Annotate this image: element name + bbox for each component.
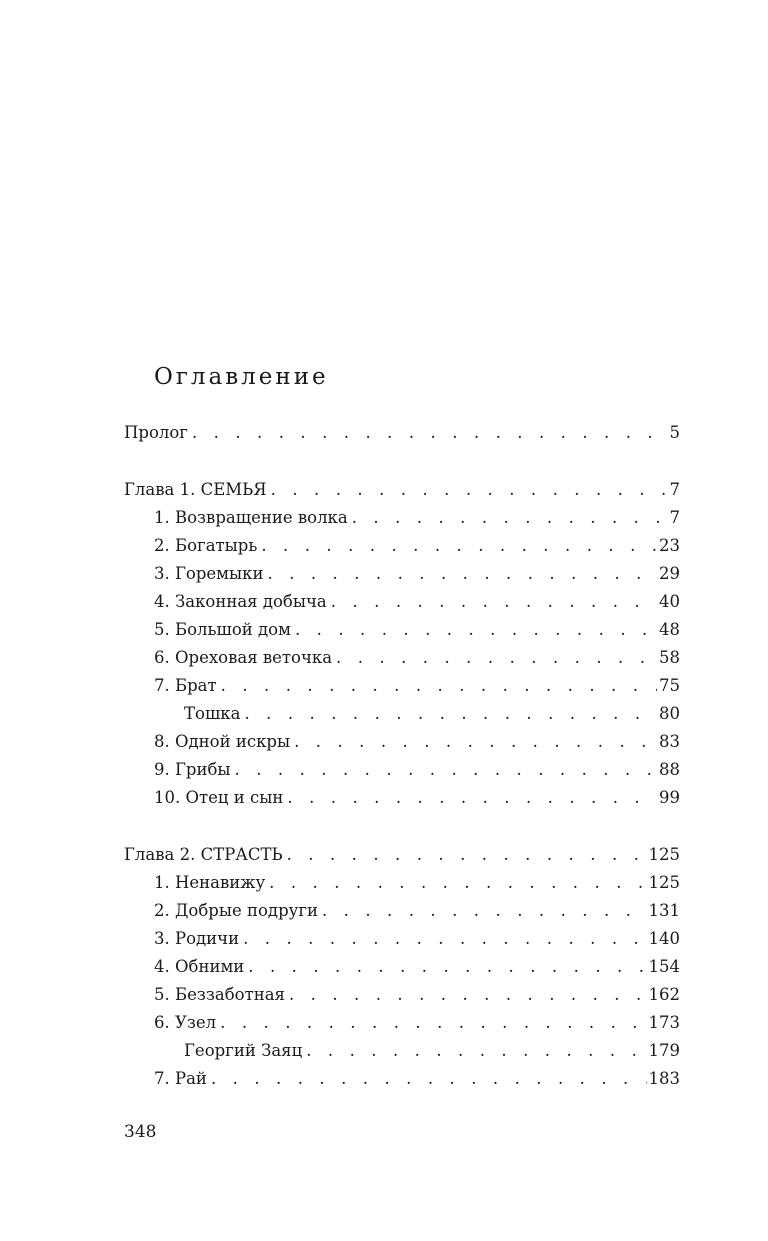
toc-entry-page: 29 (659, 564, 680, 583)
toc-entry-page: 131 (648, 901, 680, 920)
toc-entry[interactable] (154, 728, 680, 756)
dot-leader (294, 728, 657, 756)
toc-entry-title: 1. Возвращение волка (154, 508, 348, 527)
toc-entry-title: Глава 1. СЕМЬЯ (124, 480, 267, 499)
toc-entry-page: 154 (648, 957, 680, 976)
dot-leader (269, 869, 646, 897)
toc-entry-page: 80 (659, 704, 680, 723)
toc-entry[interactable] (184, 700, 680, 728)
toc-entry-page: 140 (648, 929, 680, 948)
toc-entry-title: 10. Отец и сын (154, 788, 284, 807)
dot-leader (192, 419, 668, 447)
toc-entry-page: 58 (659, 648, 680, 667)
toc-entry-page: 7 (669, 480, 680, 499)
toc-entry-title: 8. Одной искры (154, 732, 291, 751)
dot-leader (352, 504, 668, 532)
toc-entry[interactable] (154, 869, 680, 897)
toc-entry-page: 5 (669, 423, 680, 442)
toc-entry-title: 4. Обними (154, 957, 245, 976)
toc-entry[interactable] (154, 504, 680, 532)
toc-entry[interactable] (154, 925, 680, 953)
toc-entry-page: 83 (659, 732, 680, 751)
toc-entry-page: 88 (659, 760, 680, 779)
dot-leader (271, 476, 668, 504)
toc-entry-title: 3. Горемыки (154, 564, 264, 583)
toc-entry-page: 179 (648, 1041, 680, 1060)
toc-entry-chapter-2[interactable] (124, 841, 680, 869)
dot-leader (244, 700, 657, 728)
toc-entry[interactable] (154, 756, 680, 784)
toc-entry-title: 9. Грибы (154, 760, 231, 779)
toc-entry-title: 2. Богатырь (154, 536, 258, 555)
toc-entry[interactable] (154, 897, 680, 925)
dot-leader (261, 532, 657, 560)
toc-entry-title: 4. Законная добыча (154, 592, 327, 611)
toc-entry-title: 7. Рай (154, 1069, 207, 1088)
toc-entry-title: 2. Добрые подруги (154, 901, 318, 920)
toc-entry[interactable] (154, 981, 680, 1009)
dot-leader (220, 1009, 646, 1037)
page-title: Оглавление (154, 364, 329, 390)
toc-entry-page: 183 (648, 1069, 680, 1088)
toc-entry[interactable] (154, 644, 680, 672)
toc-entry[interactable] (154, 953, 680, 981)
dot-leader (221, 672, 657, 700)
dot-leader (306, 1037, 646, 1065)
toc-entry-page: 125 (648, 873, 680, 892)
toc-entry[interactable] (154, 672, 680, 700)
toc-entry-title: 6. Ореховая веточка (154, 648, 333, 667)
toc-entry-title: Георгий Заяц (184, 1041, 303, 1060)
toc-entry-page: 75 (659, 676, 680, 695)
toc-entry-title: 5. Беззаботная (154, 985, 285, 1004)
toc-entry[interactable] (154, 532, 680, 560)
toc-entry-title: 1. Ненавижу (154, 873, 266, 892)
toc-entry-title: 5. Большой дом (154, 620, 291, 639)
toc-entry-title: 3. Родичи (154, 929, 240, 948)
toc-entry[interactable] (154, 588, 680, 616)
toc-entry[interactable] (184, 1037, 680, 1065)
dot-leader (322, 897, 647, 925)
dot-leader (235, 756, 657, 784)
dot-leader (287, 841, 647, 869)
toc-entry[interactable] (154, 616, 680, 644)
toc-entry-page: 48 (659, 620, 680, 639)
dot-leader (336, 644, 657, 672)
toc-entry-title: 6. Узел (154, 1013, 217, 1032)
dot-leader (267, 560, 657, 588)
toc-entry-prologue[interactable] (124, 419, 680, 447)
toc-entry-page: 173 (648, 1013, 680, 1032)
toc-entry-title: Глава 2. СТРАСТЬ (124, 845, 283, 864)
dot-leader (287, 784, 657, 812)
toc-entry-page: 99 (659, 788, 680, 807)
toc-entry-page: 7 (669, 508, 680, 527)
dot-leader (295, 616, 657, 644)
toc-entry-page: 162 (648, 985, 680, 1004)
toc-entry[interactable] (154, 784, 680, 812)
dot-leader (243, 925, 646, 953)
dot-leader (248, 953, 646, 981)
toc-entry-page: 125 (648, 845, 680, 864)
dot-leader (211, 1065, 647, 1093)
toc-entry[interactable] (154, 1009, 680, 1037)
toc-entry-page: 23 (659, 536, 680, 555)
dot-leader (331, 588, 657, 616)
toc-entry-chapter-1[interactable] (124, 476, 680, 504)
toc-entry-title: Пролог (124, 423, 188, 442)
toc-entry-page: 40 (659, 592, 680, 611)
dot-leader (289, 981, 647, 1009)
page-number: 348 (124, 1122, 157, 1142)
toc-entry-title: 7. Брат (154, 676, 217, 695)
toc-entry[interactable] (154, 560, 680, 588)
toc-entry[interactable] (154, 1065, 680, 1093)
toc-entry-title: Тошка (184, 704, 241, 723)
